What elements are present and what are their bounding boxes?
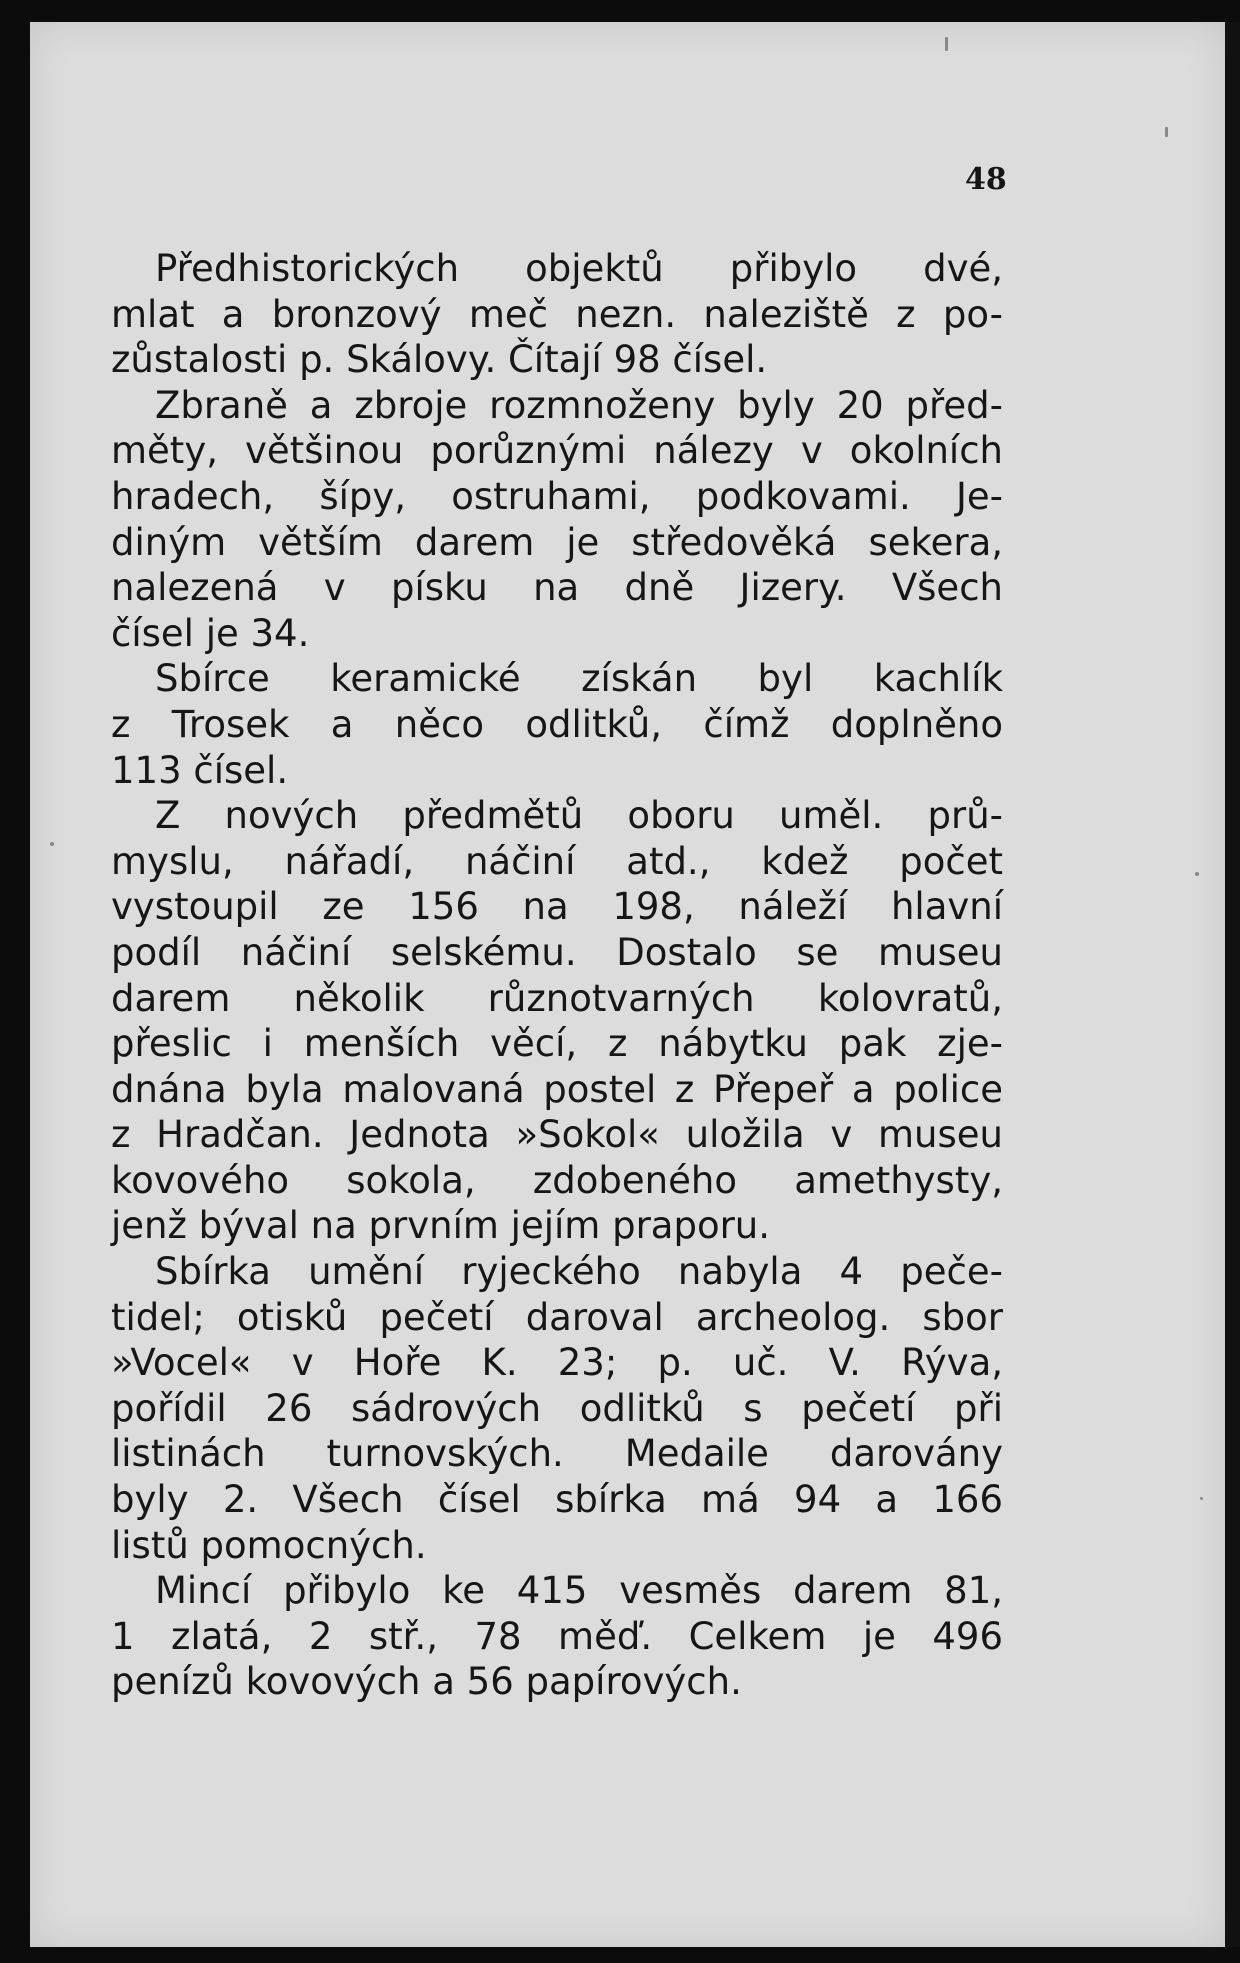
text-line: hradech, šípy, ostruhami, podkovami. Je- (111, 474, 1003, 518)
body-text (111, 246, 1003, 1705)
text-line: podíl náčiní selskému. Dostalo se museu (111, 930, 1003, 974)
text-line: přeslic i menších věcí, z nábytku pak zje- (111, 1022, 1003, 1066)
page-number: 48 (965, 162, 1007, 197)
text-line: mlat a bronzový meč nezn. naleziště z po- (111, 292, 1003, 336)
text-line: »Vocel« v Hoře K. 23; p. uč. V. Rýva, (111, 1341, 1003, 1385)
text-line: kovového sokola, zdobeného amethysty, (111, 1158, 1003, 1202)
text-line: z Hradčan. Jednota »Sokol« uložila v museu (111, 1113, 1003, 1157)
text-line: 113 čísel. (111, 748, 289, 792)
text-line: Mincí přibylo ke 415 vesměs darem 81, (155, 1569, 1003, 1613)
text-line: byly 2. Všech čísel sbírka má 94 a 166 (111, 1478, 1003, 1522)
scan-speck (1165, 127, 1168, 137)
text-line: nalezená v písku na dně Jizery. Všech (111, 566, 1003, 610)
text-line: diným větším darem je středověká sekera, (111, 520, 1003, 564)
scan-speck (945, 37, 948, 51)
text-line: Předhistorických objektů přibylo dvé, (155, 247, 1003, 290)
page-edge (1225, 22, 1240, 1947)
scan-speck (50, 842, 54, 846)
text-line: myslu, nářadí, náčiní atd., kdež počet (111, 839, 1003, 883)
text-line: listů pomocných. (111, 1523, 427, 1567)
text-line: Sbírce keramické získán byl kachlík (155, 657, 1003, 701)
scan-speck (1195, 872, 1199, 876)
text-line: Z nových předmětů oboru uměl. prů- (155, 794, 1003, 838)
text-line: 1 zlatá, 2 stř., 78 měď. Celkem je 496 (111, 1614, 1003, 1658)
text-line: Sbírka umění ryjeckého nabyla 4 peče- (155, 1250, 1003, 1294)
text-line: pořídil 26 sádrových odlitků s pečetí při (111, 1386, 1003, 1430)
text-line: čísel je 34. (111, 611, 310, 655)
text-line: jenž býval na prvním jejím praporu. (111, 1204, 771, 1248)
text-line: penízů kovových a 56 papírových. (111, 1660, 742, 1704)
text-line: dnána byla malovaná postel z Přepeř a police (111, 1067, 1003, 1111)
text-line: darem několik různotvarných kolovratů, (111, 976, 1003, 1020)
text-line: měty, většinou porůznými nálezy v okolních (111, 429, 1003, 473)
text-line: Zbraně a zbroje rozmnoženy byly 20 před- (155, 383, 1003, 427)
text-line: vystoupil ze 156 na 198, náleží hlavní (111, 885, 1003, 929)
text-line: listinách turnovských. Medaile darovány (111, 1432, 1003, 1476)
scan-speck (1200, 1497, 1203, 1500)
text-line: z Trosek a něco odlitků, čímž doplněno (111, 702, 1003, 746)
text-line: tidel; otisků pečetí daroval archeolog. sbor (111, 1295, 1003, 1339)
text-line: zůstalosti p. Skálovy. Čítají 98 čísel. (111, 338, 768, 382)
